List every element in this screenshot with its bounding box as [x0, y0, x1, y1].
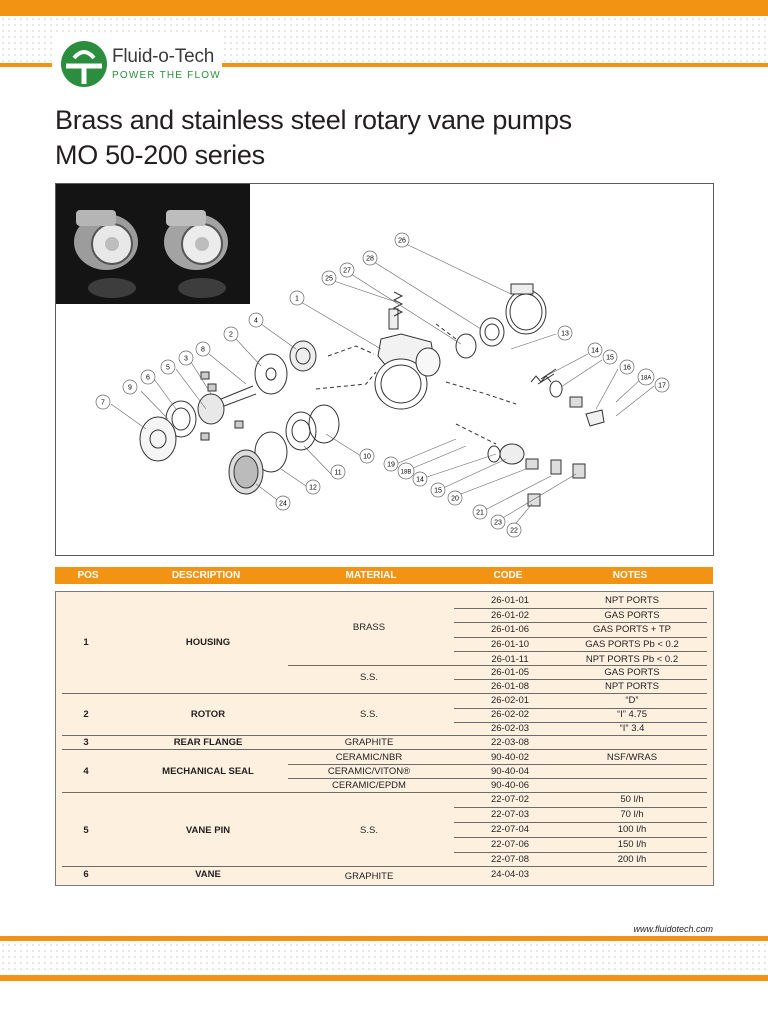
callout-5 [161, 360, 175, 374]
callout-22 [507, 523, 521, 537]
callout-28 [363, 251, 377, 265]
brand-logo [52, 36, 222, 92]
rule [454, 822, 707, 823]
svg-text:25: 25 [325, 275, 333, 283]
svg-text:27: 27 [343, 267, 351, 275]
footer-url[interactable]: www.fluidotech.com [633, 924, 713, 934]
group-5-note-3: 150 l/h [617, 839, 647, 850]
group-1-code-2: 26-01-06 [490, 624, 530, 635]
group-6-pos: 6 [83, 869, 89, 880]
rule [454, 852, 707, 853]
group-2-note-2: “I” 3.4 [619, 723, 645, 734]
group-5-pos: 5 [83, 825, 89, 836]
svg-text:4: 4 [254, 317, 258, 325]
svg-text:14: 14 [591, 347, 599, 355]
group-divider [62, 792, 707, 793]
callout-9 [123, 380, 137, 394]
group-2-code-2: 26-02-03 [490, 723, 530, 734]
group-6-code-0: 24-04-03 [490, 869, 530, 880]
svg-text:5: 5 [166, 364, 170, 372]
group-6-description: VANE [195, 869, 221, 880]
header-description: DESCRIPTION [171, 570, 241, 581]
svg-text:28: 28 [366, 255, 374, 263]
group-4-code-2: 90-40-06 [490, 780, 530, 791]
rule [454, 608, 707, 609]
top-orange-band [0, 0, 768, 16]
diagram-parts [140, 284, 604, 506]
callout-7 [96, 395, 110, 409]
svg-text:13: 13 [561, 330, 569, 338]
callout-16 [620, 360, 634, 374]
group-1-description: HOUSING [185, 637, 231, 648]
svg-text:22: 22 [510, 527, 518, 535]
rule [454, 651, 707, 652]
callout-21 [473, 505, 487, 519]
callout-18b [398, 463, 414, 479]
svg-text:1: 1 [295, 295, 299, 303]
group-1-code-0: 26-01-01 [490, 595, 530, 606]
svg-text:21: 21 [476, 509, 484, 517]
callout-12 [306, 480, 320, 494]
callout-26 [395, 233, 409, 247]
group-2-description: ROTOR [190, 709, 226, 720]
svg-text:20: 20 [451, 495, 459, 503]
callout-11 [331, 465, 345, 479]
callout-6 [141, 370, 155, 384]
group-1-note-3: GAS PORTS Pb < 0.2 [585, 639, 679, 650]
group-2-note-1: “I” 4.75 [616, 709, 648, 720]
group-5-material-0: S.S. [360, 825, 378, 836]
brand-name: Fluid-o-Tech [112, 46, 215, 67]
callout-15b [431, 483, 445, 497]
group-1-material-1: S.S. [360, 672, 378, 683]
svg-text:17: 17 [658, 382, 666, 390]
parts-table [55, 591, 714, 886]
title-line-1: Brass and stainless steel rotary vane pumps [55, 105, 572, 135]
svg-text:24: 24 [279, 500, 287, 508]
title-line-2: MO 50-200 series [55, 140, 265, 170]
svg-text:15: 15 [606, 354, 614, 362]
rule [454, 708, 707, 709]
group-1-material-0: BRASS [352, 622, 386, 633]
header-notes: NOTES [612, 570, 648, 581]
rule [454, 637, 707, 638]
rule [454, 837, 707, 838]
group-6-material-0: GRAPHITE [344, 871, 394, 882]
svg-text:3: 3 [184, 355, 188, 363]
group-1-code-1: 26-01-02 [490, 610, 530, 621]
group-1-note-2: GAS PORTS + TP [592, 624, 672, 635]
rule [288, 665, 707, 666]
callout-14a [588, 343, 602, 357]
group-4-code-1: 90-40-04 [490, 766, 530, 777]
group-5-note-1: 70 l/h [620, 809, 644, 820]
group-1-code-3: 26-01-10 [490, 639, 530, 650]
svg-text:19: 19 [387, 461, 395, 469]
svg-text:8: 8 [201, 346, 205, 354]
group-divider [62, 693, 707, 694]
group-2-code-1: 26-02-02 [490, 709, 530, 720]
group-2-pos: 2 [83, 709, 89, 720]
callout-24 [276, 496, 290, 510]
svg-text:2: 2 [229, 331, 233, 339]
group-1-note-5: GAS PORTS [604, 667, 660, 678]
group-3-material-0: GRAPHITE [344, 737, 394, 748]
callout-3 [179, 351, 193, 365]
group-1-code-4: 26-01-11 [491, 654, 529, 665]
exploded-view-figure [55, 183, 714, 556]
rule [288, 764, 707, 765]
group-divider [62, 749, 707, 750]
svg-text:10: 10 [363, 453, 371, 461]
bottom-orange-rule [0, 936, 768, 941]
group-1-note-1: GAS PORTS [604, 610, 660, 621]
group-divider [62, 735, 707, 736]
callout-18a [638, 369, 654, 385]
fluidotech-logo-icon [60, 40, 108, 88]
group-2-material-0: S.S. [360, 709, 378, 720]
svg-text:7: 7 [101, 399, 105, 407]
callout-25 [322, 271, 336, 285]
header-material: MATERIAL [345, 570, 397, 581]
group-1-note-4: NPT PORTS Pb < 0.2 [585, 654, 679, 665]
svg-text:12: 12 [309, 484, 317, 492]
group-1-code-5: 26-01-05 [490, 667, 530, 678]
callout-8 [196, 342, 210, 356]
bottom-orange-band [0, 975, 768, 981]
svg-text:26: 26 [398, 237, 406, 245]
group-5-note-4: 200 l/h [617, 854, 647, 865]
rule [454, 807, 707, 808]
bottom-dot-pattern [0, 942, 768, 974]
rule [454, 679, 707, 680]
svg-text:6: 6 [146, 374, 150, 382]
group-5-code-4: 22-07-08 [490, 854, 530, 865]
group-4-material-1: CERAMIC/VITON® [327, 766, 411, 777]
svg-text:18B: 18B [400, 469, 412, 476]
group-1-code-6: 26-01-08 [490, 681, 530, 692]
group-1-note-0: NPT PORTS [604, 595, 660, 606]
group-5-code-1: 22-07-03 [490, 809, 530, 820]
callout-20 [448, 491, 462, 505]
header-pos: POS [77, 570, 99, 581]
group-3-description: REAR FLANGE [173, 737, 243, 748]
svg-text:23: 23 [494, 519, 502, 527]
callout-2 [224, 327, 238, 341]
group-5-code-3: 22-07-06 [490, 839, 530, 850]
brand-tagline: POWER THE FLOW [112, 70, 221, 81]
svg-text:9: 9 [128, 384, 132, 392]
callout-27 [340, 263, 354, 277]
parts-table-header [55, 567, 713, 584]
group-5-code-2: 22-07-04 [490, 824, 530, 835]
group-3-pos: 3 [83, 737, 89, 748]
callout-15a [603, 350, 617, 364]
callout-10 [360, 449, 374, 463]
svg-text:15: 15 [434, 487, 442, 495]
group-5-description: VANE PIN [185, 825, 231, 836]
group-divider [62, 866, 707, 867]
group-5-code-0: 22-07-02 [490, 794, 530, 805]
rule [288, 778, 707, 779]
callout-13 [558, 326, 572, 340]
svg-text:14: 14 [416, 476, 424, 484]
callout-19 [384, 457, 398, 471]
callout-1 [290, 291, 304, 305]
group-1-note-6: NPT PORTS [604, 681, 660, 692]
group-3-code-0: 22-03-08 [490, 737, 530, 748]
page-title [55, 103, 735, 173]
callout-4 [249, 313, 263, 327]
group-4-material-0: CERAMIC/NBR [335, 752, 403, 763]
group-4-note-0: NSF/WRAS [606, 752, 658, 763]
group-1-pos: 1 [83, 637, 89, 648]
svg-text:18A: 18A [640, 375, 652, 382]
group-4-material-2: CERAMIC/EPDM [332, 780, 406, 791]
group-5-note-0: 50 l/h [620, 794, 644, 805]
exploded-diagram [56, 184, 713, 555]
group-2-note-0: “D” [625, 695, 639, 706]
svg-text:16: 16 [623, 364, 631, 372]
rule [454, 722, 707, 723]
rule [454, 622, 707, 623]
callout-17 [655, 378, 669, 392]
group-4-code-0: 90-40-02 [490, 752, 530, 763]
svg-text:11: 11 [334, 469, 342, 477]
header-code: CODE [493, 570, 523, 581]
group-2-code-0: 26-02-01 [490, 695, 530, 706]
group-4-description: MECHANICAL SEAL [162, 766, 254, 777]
callout-23 [491, 515, 505, 529]
group-4-pos: 4 [83, 766, 89, 777]
callout-14b [413, 472, 427, 486]
group-5-note-2: 100 l/h [617, 824, 647, 835]
